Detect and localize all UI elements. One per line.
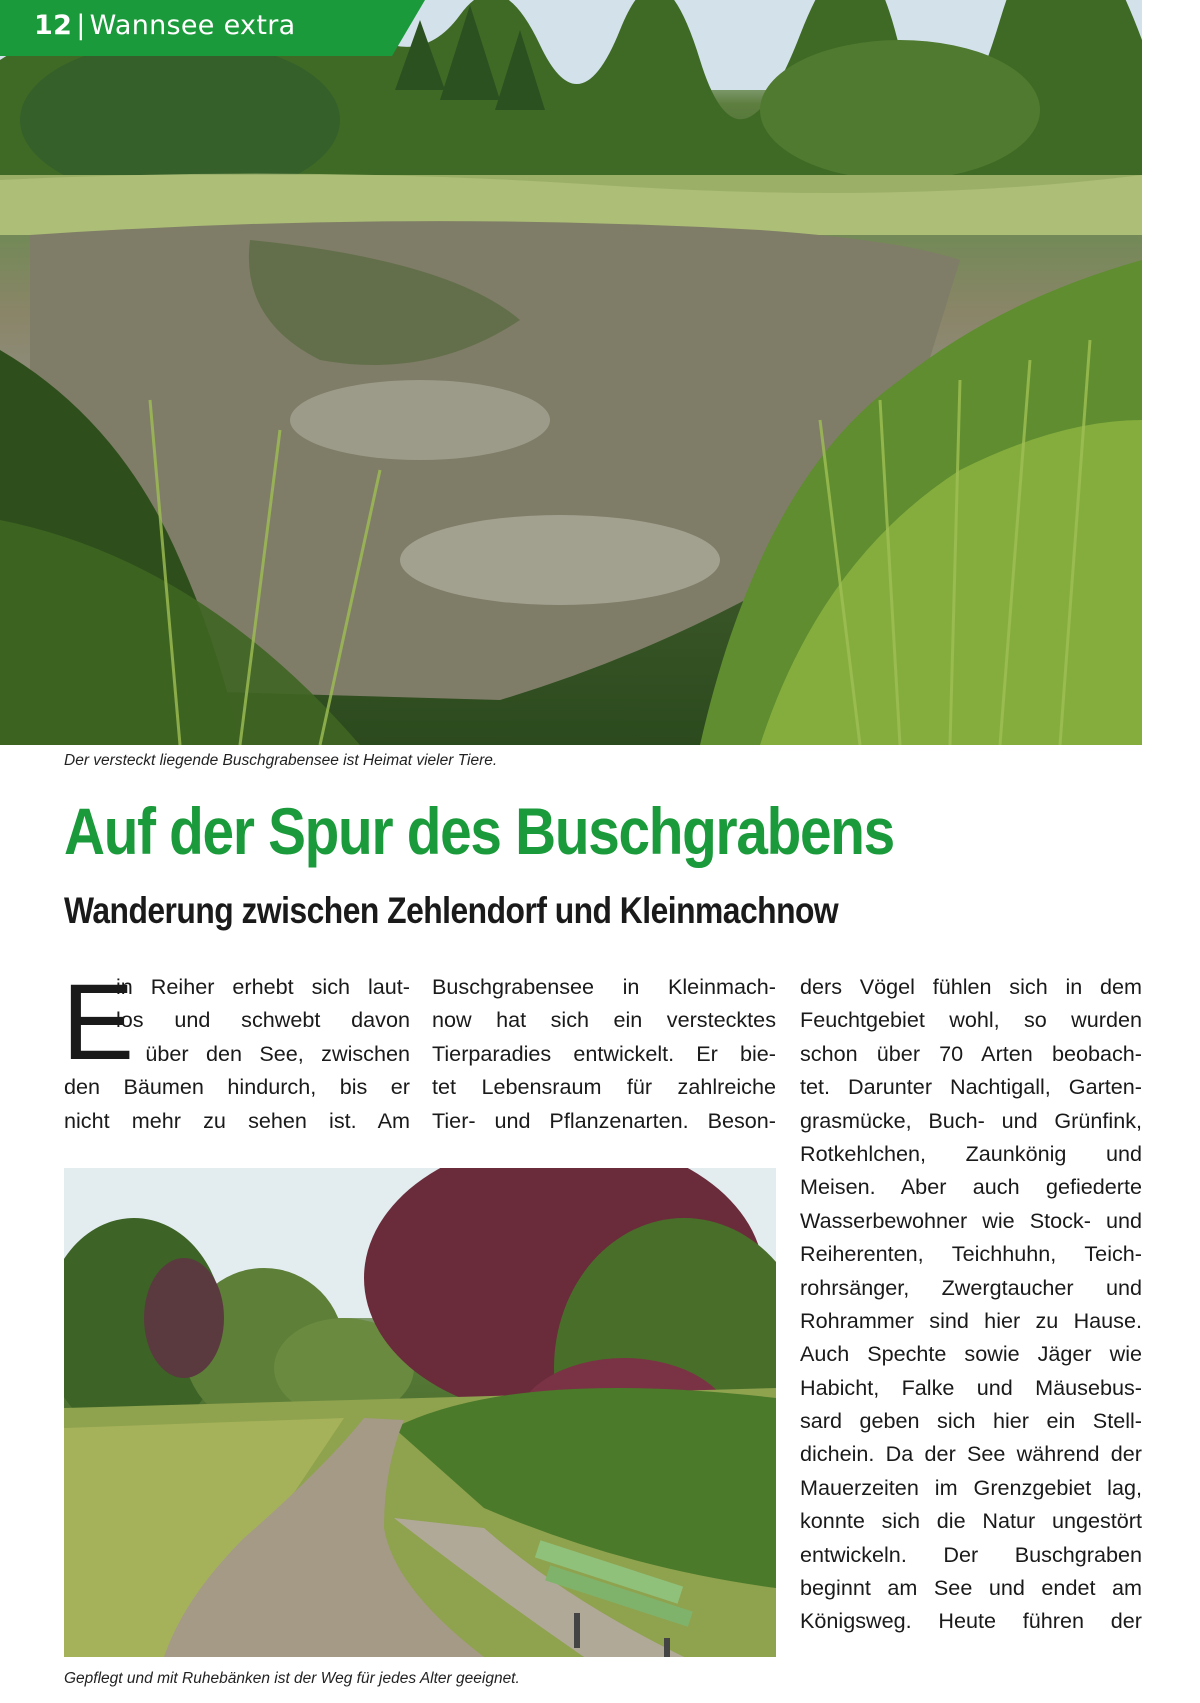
text-line: in Reiher erhebt sich laut- <box>116 974 410 999</box>
header-separator: | <box>76 10 86 41</box>
page-number: 12 <box>34 10 73 41</box>
text-line: Meisen. Aber auch gefiederte <box>800 1174 1142 1200</box>
text-line: Buschgrabensee in Kleinmach- <box>432 974 776 999</box>
text-line: Mauerzeiten im Grenzgebiet lag, <box>800 1474 1142 1500</box>
text-line: sard geben sich hier ein Stell- <box>800 1408 1142 1434</box>
lake-photo <box>0 0 1142 745</box>
text-line: Feuchtgebiet wohl, so wurden <box>800 1007 1142 1033</box>
text-line: Tier- und Pflanzenarten. Beson- <box>432 1107 776 1133</box>
text-line: Königsweg. Heute führen der <box>800 1608 1142 1634</box>
text-line: ders Vögel fühlen sich in dem <box>800 974 1142 999</box>
lake-scene-illustration <box>0 0 1142 745</box>
text-line: los und schwebt davon <box>116 1007 410 1033</box>
text-line: Rohrammer sind hier zu Hause. <box>800 1307 1142 1333</box>
photo-caption-mid: Gepflegt und mit Ruhebänken ist der Weg für jedes Alter geeignet. <box>64 1670 520 1687</box>
text-line: tet Lebensraum für zahlreiche <box>432 1074 776 1100</box>
text-line: rohrsänger, Zwergtaucher und <box>800 1274 1142 1300</box>
text-line: grasmücke, Buch- und Grünfink, <box>800 1107 1142 1133</box>
text-line: den Bäumen hindurch, bis er <box>64 1074 410 1100</box>
path-bench-photo <box>64 1168 776 1657</box>
text-line: schon über 70 Arten beobach- <box>800 1040 1142 1066</box>
article-column-2 <box>432 970 776 1137</box>
photo-caption-top: Der versteckt liegende Buschgrabensee ist Heimat vieler Tiere. <box>64 752 498 769</box>
text-line: Reiherenten, Teichhuhn, Teich- <box>800 1241 1142 1267</box>
text-line: Rotkehlchen, Zaunkönig und <box>800 1140 1142 1166</box>
drop-cap: E <box>62 961 135 1082</box>
text-line: entwickeln. Der Buschgraben <box>800 1541 1142 1567</box>
text-line: – über den See, zwischen <box>116 1040 410 1066</box>
article-title: Auf der Spur des Buschgrabens <box>64 794 894 868</box>
article-column-3 <box>800 970 1142 1638</box>
section-title: Wannsee extra <box>89 10 296 41</box>
article-column-1 <box>62 961 410 1137</box>
section-header <box>34 10 295 41</box>
text-line: now hat sich ein verstecktes <box>432 1007 776 1033</box>
article-subtitle: Wanderung zwischen Zehlendorf und Kleinmachnow <box>64 890 839 931</box>
text-line: nicht mehr zu sehen ist. Am <box>64 1107 410 1133</box>
text-line: beginnt am See und endet am <box>800 1575 1142 1601</box>
text-line: konnte sich die Natur ungestört <box>800 1508 1142 1534</box>
text-line: dichein. Da der See während der <box>800 1441 1142 1467</box>
text-line: tet. Darunter Nachtigall, Garten- <box>800 1074 1142 1100</box>
text-line: Auch Spechte sowie Jäger wie <box>800 1341 1142 1367</box>
path-scene-illustration <box>64 1168 776 1657</box>
text-line: Tierparadies entwickelt. Er bie- <box>432 1040 776 1066</box>
text-line: Habicht, Falke und Mäusebus- <box>800 1374 1142 1400</box>
text-line: Wasserbewohner wie Stock- und <box>800 1207 1142 1233</box>
